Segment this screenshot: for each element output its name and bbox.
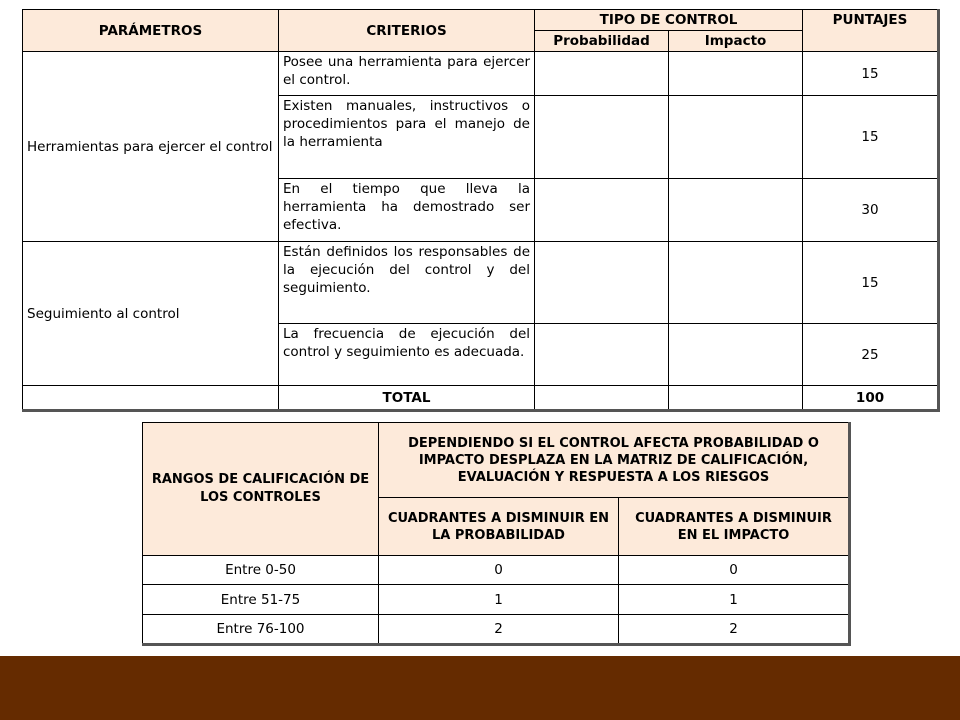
control-parameters-table bbox=[22, 9, 940, 412]
header-tipo-control: TIPO DE CONTROL bbox=[535, 10, 803, 31]
impacto-cell bbox=[669, 324, 803, 386]
total-label: TOTAL bbox=[279, 386, 535, 411]
table-row bbox=[23, 52, 939, 96]
parameter-cell: Herramientas para ejercer el control bbox=[23, 52, 279, 242]
criterio-cell: Están definidos los responsables de la ejecución del control y del seguimiento. bbox=[279, 242, 535, 324]
header-puntajes: PUNTAJES bbox=[803, 10, 939, 52]
criterio-cell: Posee una herramienta para ejercer el control. bbox=[279, 52, 535, 96]
puntaje-cell: 25 bbox=[803, 324, 939, 386]
footer-bar bbox=[0, 656, 960, 720]
empty-cell bbox=[23, 386, 279, 411]
impacto-cell bbox=[669, 242, 803, 324]
header-cuadrante-impacto: CUADRANTES A DISMINUIR EN EL IMPACTO bbox=[619, 498, 850, 556]
cuadrante-impacto-cell: 2 bbox=[619, 615, 850, 645]
criterio-cell: En el tiempo que lleva la herramienta ha demostrado ser efectiva. bbox=[279, 179, 535, 242]
rango-cell: Entre 0-50 bbox=[143, 556, 379, 585]
header-impacto: Impacto bbox=[669, 31, 803, 52]
rango-cell: Entre 76-100 bbox=[143, 615, 379, 645]
total-impacto bbox=[669, 386, 803, 411]
probabilidad-cell bbox=[535, 179, 669, 242]
cuadrante-probabilidad-cell: 1 bbox=[379, 585, 619, 615]
table-row bbox=[143, 585, 850, 615]
probabilidad-cell bbox=[535, 96, 669, 179]
total-value: 100 bbox=[803, 386, 939, 411]
header-criterios: CRITERIOS bbox=[279, 10, 535, 52]
header-parametros: PARÁMETROS bbox=[23, 10, 279, 52]
puntaje-cell: 15 bbox=[803, 242, 939, 324]
header-dependiendo: DEPENDIENDO SI EL CONTROL AFECTA PROBABILIDAD O IMPACTO DESPLAZA EN LA MATRIZ DE CALIFICACIÓN, EVALUACIÓN Y RESPUESTA A LOS RIESGOS bbox=[379, 423, 850, 498]
puntaje-cell: 30 bbox=[803, 179, 939, 242]
total-probabilidad bbox=[535, 386, 669, 411]
cuadrante-probabilidad-cell: 2 bbox=[379, 615, 619, 645]
probabilidad-cell bbox=[535, 242, 669, 324]
probabilidad-cell bbox=[535, 324, 669, 386]
cuadrante-impacto-cell: 0 bbox=[619, 556, 850, 585]
ranges-table bbox=[142, 422, 851, 646]
puntaje-cell: 15 bbox=[803, 96, 939, 179]
table-row bbox=[143, 615, 850, 645]
impacto-cell bbox=[669, 179, 803, 242]
cuadrante-impacto-cell: 1 bbox=[619, 585, 850, 615]
parameter-cell: Seguimiento al control bbox=[23, 242, 279, 386]
header-cuadrante-probabilidad: CUADRANTES A DISMINUIR EN LA PROBABILIDAD bbox=[379, 498, 619, 556]
criterio-cell: Existen manuales, instructivos o procedimientos para el manejo de la herramienta bbox=[279, 96, 535, 179]
puntaje-cell: 15 bbox=[803, 52, 939, 96]
probabilidad-cell bbox=[535, 52, 669, 96]
header-rangos: RANGOS DE CALIFICACIÓN DE LOS CONTROLES bbox=[143, 423, 379, 556]
impacto-cell bbox=[669, 96, 803, 179]
criterio-cell: La frecuencia de ejecución del control y seguimiento es adecuada. bbox=[279, 324, 535, 386]
cuadrante-probabilidad-cell: 0 bbox=[379, 556, 619, 585]
table-row bbox=[143, 556, 850, 585]
total-row bbox=[23, 386, 939, 411]
header-probabilidad: Probabilidad bbox=[535, 31, 669, 52]
impacto-cell bbox=[669, 52, 803, 96]
rango-cell: Entre 51-75 bbox=[143, 585, 379, 615]
table-row bbox=[23, 242, 939, 324]
